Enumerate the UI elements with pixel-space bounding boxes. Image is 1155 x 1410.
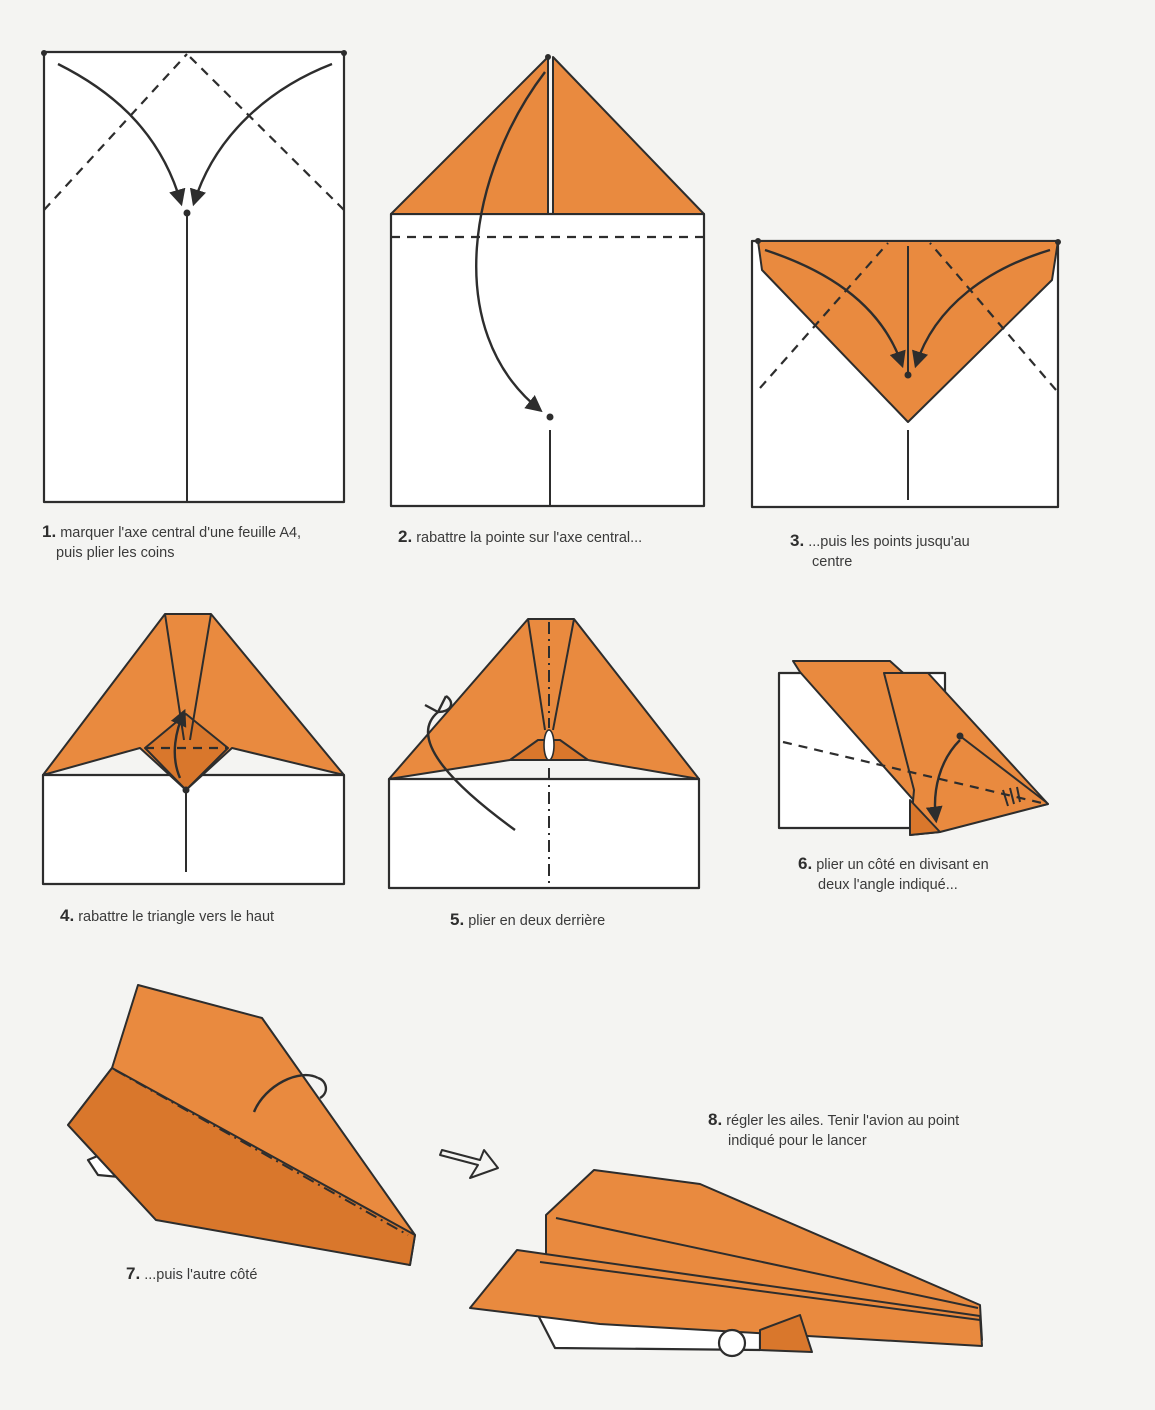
step-5-center-slit [544,730,554,760]
step-6-caption [798,854,989,895]
step-6-figure [779,661,1048,835]
step-8-figure [470,1170,982,1356]
step-3-corner-dot-right [1055,239,1061,245]
step-1-text-line2: puis plier les coins [56,545,175,561]
step-8-text-line1: régler les ailes. Tenir l'avion au point [726,1113,960,1129]
step-2-caption [398,527,642,548]
step-2-flap-left [391,57,548,214]
step-8-hold-point [719,1330,745,1356]
step-4-sheet [43,775,344,884]
step-8-number: 8. [708,1110,723,1129]
step-1-corner-dot-right [341,50,347,56]
step-1-corner-dot-left [41,50,47,56]
step-1-number: 1. [42,522,57,541]
step-7-arrow-head [318,1078,326,1098]
step-2-flap-right [553,57,704,214]
step-2-tip-dot [545,54,551,60]
step-1-center-dot [184,210,191,217]
step-3-number: 3. [790,531,805,550]
step-2-number: 2. [398,527,413,546]
step-7-figure [68,985,415,1265]
step-3-text-line2: centre [812,554,853,570]
step-7-text-line1: ...puis l'autre côté [144,1267,258,1283]
step-8-text-line2: indiqué pour le lancer [728,1133,867,1149]
step-3-caption [790,531,970,572]
step-1-sheet [44,52,344,502]
step-5-text-line1: plier en deux derrière [468,913,606,929]
step-2-sheet [391,214,704,506]
step-5-number: 5. [450,910,465,929]
step-3-text-line1: ...puis les points jusqu'au [808,534,970,550]
step-5-caption [450,910,605,931]
step-6-number: 6. [798,854,813,873]
step-1-figure [41,50,347,502]
step-6-text-line2: deux l'angle indiqué... [818,877,958,893]
step-4-text-line1: rabattre le triangle vers le haut [78,909,275,925]
step-3-figure [752,238,1061,507]
next-step-arrow-icon [440,1150,498,1178]
step-4-figure [43,614,344,884]
step-8-caption [708,1110,959,1151]
step-7-caption [126,1264,257,1285]
step-5-sheet [389,779,699,888]
step-5-arrow-head [425,696,451,712]
step-1-caption [42,522,301,563]
step-6-ref-dot [957,733,964,740]
step-7-number: 7. [126,1264,141,1283]
step-3-center-dot [905,372,912,379]
step-4-caption [60,906,274,927]
step-2-target-dot [547,414,554,421]
step-2-figure [391,54,704,506]
step-4-number: 4. [60,906,75,925]
step-6-text-line1: plier un côté en divisant en [816,857,989,873]
step-4-tip-dot [183,787,190,794]
step-1-text-line1: marquer l'axe central d'une feuille A4, [60,525,302,541]
step-2-text-line1: rabattre la pointe sur l'axe central... [416,530,643,546]
step-5-figure [389,619,699,888]
step-3-corner-dot-left [755,238,761,244]
